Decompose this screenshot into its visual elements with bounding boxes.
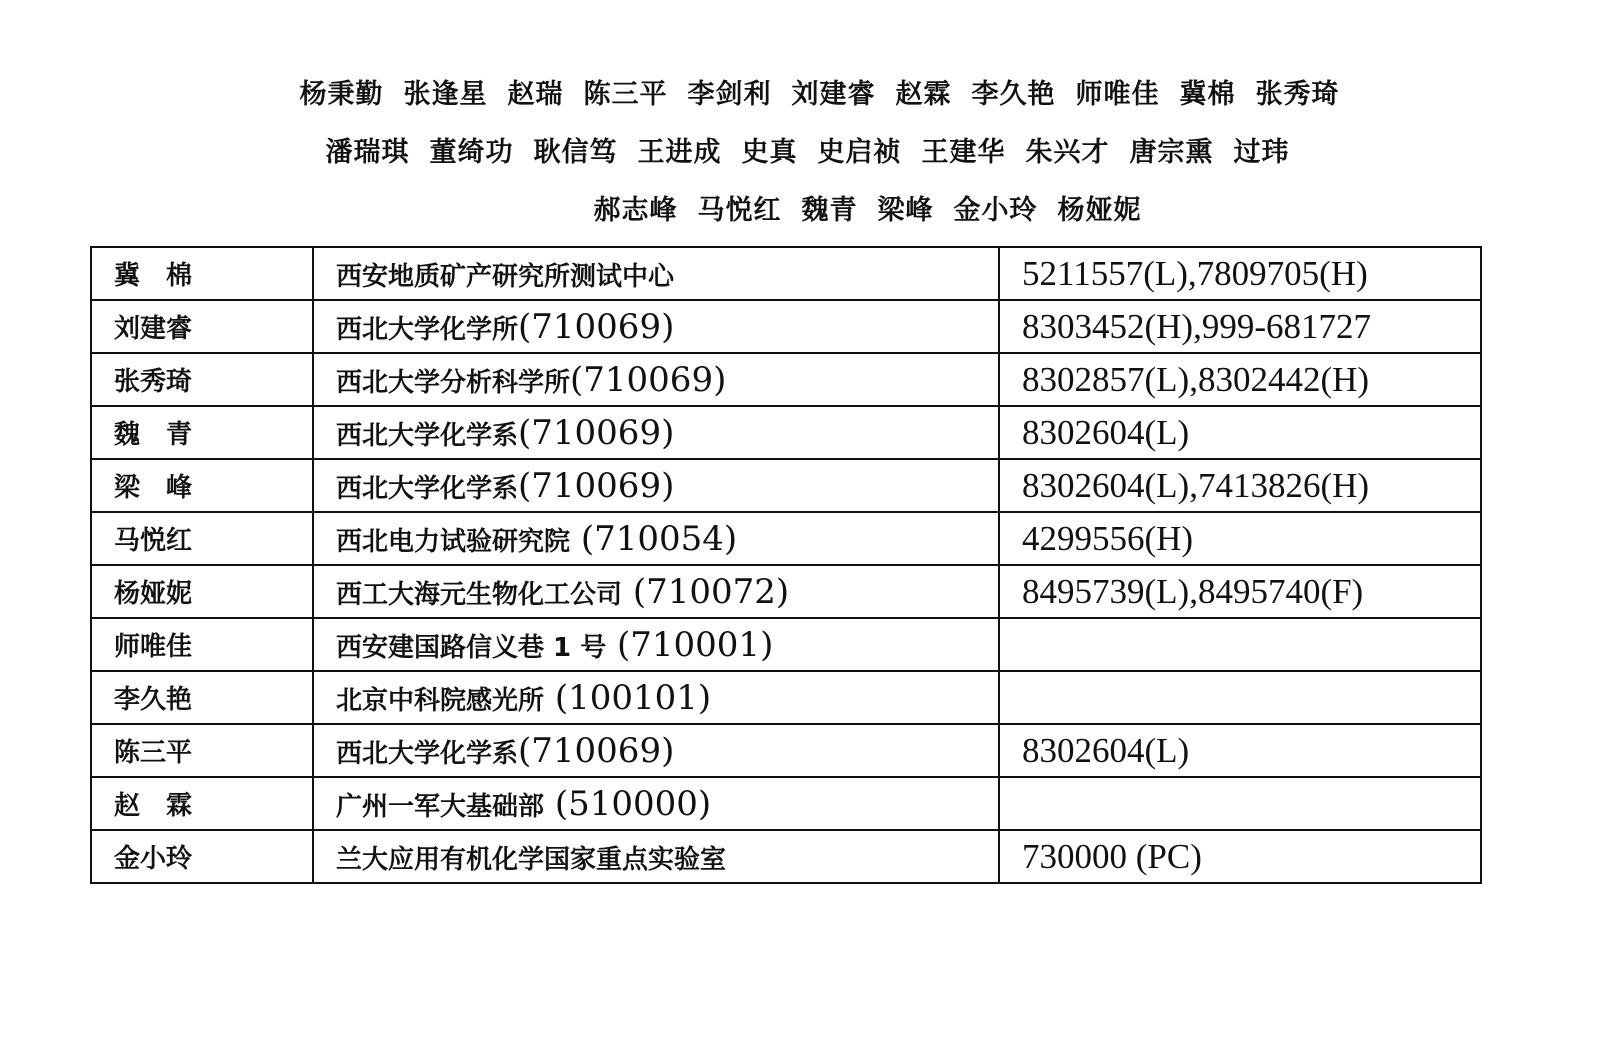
table-row: [91, 512, 1481, 565]
name: 耿信笃: [533, 137, 618, 168]
contact-name: 赵 霖: [91, 777, 313, 830]
name: 冀棉: [1179, 79, 1236, 110]
name: 董绮功: [429, 137, 514, 168]
contact-name: 马悦红: [91, 512, 313, 565]
address-text: 北京中科院感光所: [336, 685, 545, 716]
address-text: 西北大学化学系: [336, 738, 519, 769]
contact-name: 金小玲: [91, 830, 313, 883]
name: 唐宗熏: [1129, 137, 1214, 168]
contact-address: [313, 671, 999, 724]
contact-phone: 730000 (PC): [999, 830, 1481, 883]
name: 史启祯: [817, 137, 902, 168]
name: 马悦红: [697, 195, 782, 226]
postcode: (510000): [544, 783, 712, 824]
table-row: [91, 565, 1481, 618]
postcode: (710054): [570, 518, 738, 559]
contact-table: [90, 246, 1482, 884]
contact-address: [313, 353, 999, 406]
postcode: (710072): [622, 571, 790, 612]
contact-phone: 8302857(L),8302442(H): [999, 353, 1481, 406]
contact-name: 杨娅妮: [91, 565, 313, 618]
name: 王进成: [637, 137, 722, 168]
address-text: 西北大学分析科学所: [336, 367, 571, 398]
name: 张逢星: [403, 79, 488, 110]
contact-phone: 8302604(L),7413826(H): [999, 459, 1481, 512]
contact-address: [313, 406, 999, 459]
postcode: (100101): [544, 677, 712, 718]
table-row: [91, 671, 1481, 724]
contact-name: 陈三平: [91, 724, 313, 777]
table-row: [91, 353, 1481, 406]
contact-phone: 8303452(H),999-681727: [999, 300, 1481, 353]
postcode: (710069): [518, 465, 675, 506]
name-line-1: [0, 72, 1615, 130]
table-row: [91, 247, 1481, 300]
table-row: [91, 830, 1481, 883]
contact-phone: [999, 618, 1481, 671]
contact-address: [313, 247, 999, 300]
address-text: 西北大学化学系: [336, 473, 519, 504]
name: 李久艳: [971, 79, 1056, 110]
contact-phone: [999, 671, 1481, 724]
address-text: 兰大应用有机化学国家重点实验室: [336, 844, 727, 875]
address-text: 西北大学化学所: [336, 314, 519, 345]
contact-name: 梁 峰: [91, 459, 313, 512]
name: 杨娅妮: [1057, 195, 1142, 226]
contact-name: 冀 棉: [91, 247, 313, 300]
postcode: (710069): [518, 306, 675, 347]
contact-address: [313, 459, 999, 512]
contact-address: [313, 830, 999, 883]
contact-name: 张秀琦: [91, 353, 313, 406]
name: 赵霖: [895, 79, 952, 110]
name-list: [0, 72, 1615, 246]
name: 史真: [741, 137, 798, 168]
postcode: (710069): [570, 359, 727, 400]
contact-phone: 8495739(L),8495740(F): [999, 565, 1481, 618]
name: 陈三平: [583, 79, 668, 110]
address-text: 西工大海元生物化工公司: [336, 579, 623, 610]
contact-address: [313, 300, 999, 353]
table-row: [91, 406, 1481, 459]
name-line-2: [0, 130, 1615, 188]
table-row: [91, 300, 1481, 353]
contact-phone: [999, 777, 1481, 830]
contact-name: 魏 青: [91, 406, 313, 459]
name: 张秀琦: [1255, 79, 1340, 110]
postcode: (710069): [518, 412, 675, 453]
name: 王建华: [921, 137, 1006, 168]
name: 杨秉勤: [299, 79, 384, 110]
name: 李剑利: [687, 79, 772, 110]
name-line-3: [0, 188, 1615, 246]
address-text: 西安建国路信义巷 1 号: [336, 632, 607, 663]
table-row: [91, 777, 1481, 830]
name: 梁峰: [877, 195, 934, 226]
contact-address: [313, 565, 999, 618]
table-row: [91, 459, 1481, 512]
contact-address: [313, 618, 999, 671]
contact-address: [313, 512, 999, 565]
name: 刘建睿: [791, 79, 876, 110]
name: 魏青: [801, 195, 858, 226]
contact-name: 刘建睿: [91, 300, 313, 353]
name: 金小玲: [953, 195, 1038, 226]
address-text: 西北电力试验研究院: [336, 526, 571, 557]
contact-name: 李久艳: [91, 671, 313, 724]
address-text: 广州一军大基础部: [336, 791, 545, 822]
contact-address: [313, 777, 999, 830]
name: 郝志峰: [593, 195, 678, 226]
name: 朱兴才: [1025, 137, 1110, 168]
contact-phone: 8302604(L): [999, 406, 1481, 459]
table-row: [91, 724, 1481, 777]
contact-address: [313, 724, 999, 777]
name: 师唯佳: [1075, 79, 1160, 110]
address-text: 西北大学化学系: [336, 420, 519, 451]
name: 潘瑞琪: [325, 137, 410, 168]
name: 赵瑞: [507, 79, 564, 110]
contact-phone: 8302604(L): [999, 724, 1481, 777]
postcode: (710069): [518, 730, 675, 771]
name: 过玮: [1233, 137, 1290, 168]
postcode: (710001): [606, 624, 774, 665]
contact-phone: 4299556(H): [999, 512, 1481, 565]
table-row: [91, 618, 1481, 671]
contact-phone: 5211557(L),7809705(H): [999, 247, 1481, 300]
address-text: 西安地质矿产研究所测试中心: [336, 261, 675, 292]
contact-name: 师唯佳: [91, 618, 313, 671]
